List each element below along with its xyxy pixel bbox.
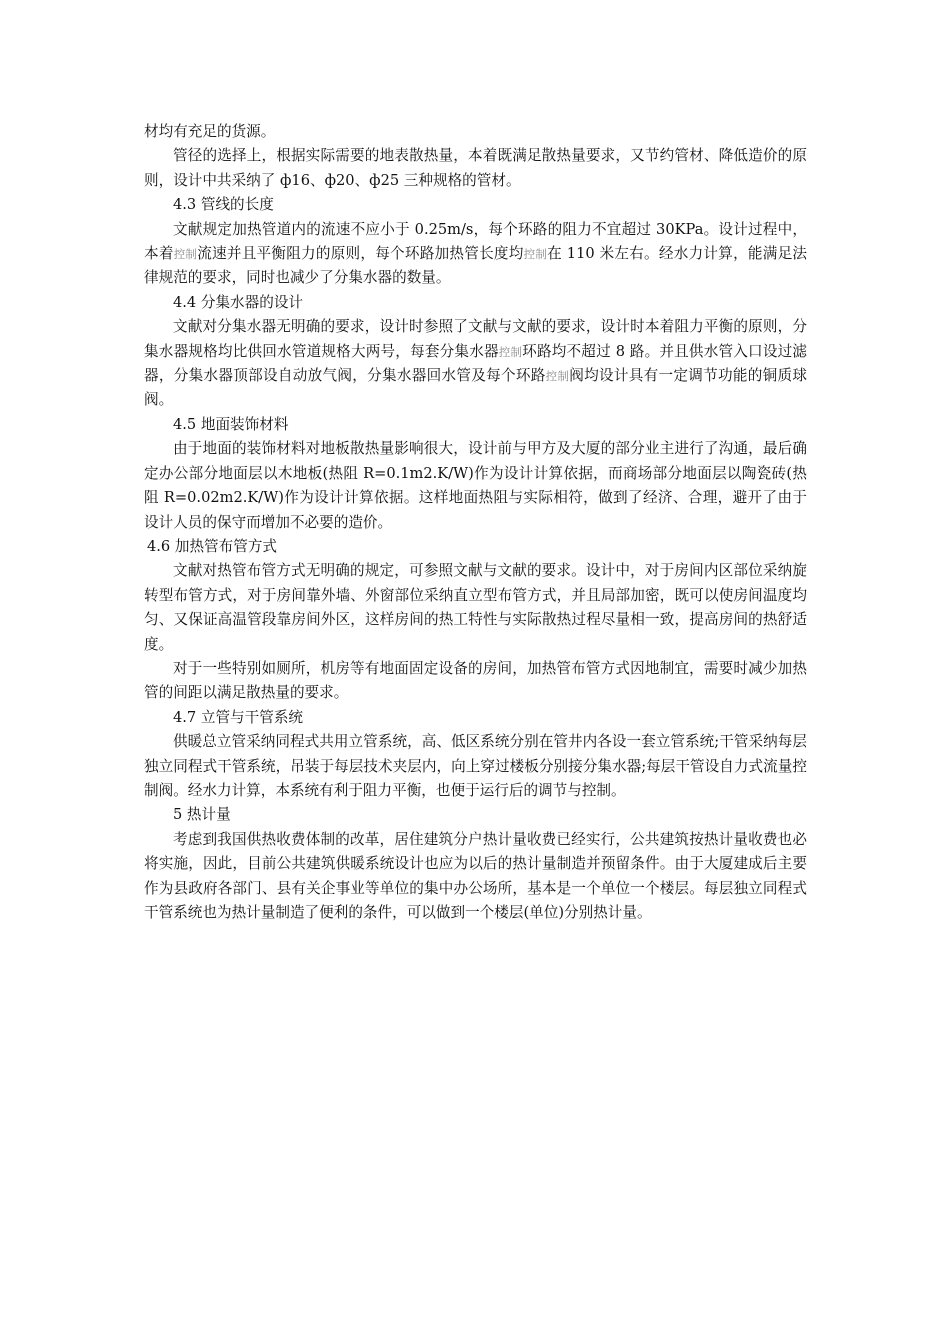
control-annotation: 控制 bbox=[173, 247, 198, 262]
heading-4-4: 4.4 分集水器的设计 bbox=[173, 293, 304, 311]
heading-4-3: 4.3 管线的长度 bbox=[173, 196, 274, 214]
paragraph-riser-system: 供暖总立管采纳同程式共用立管系统，高、低区系统分别在管井内各设一套立管系统;干管采纳每层独立同程式干管系统，吊装于每层技术夹层内，向上穿过楼板分别接分集水器;每层干管设自力式流量控制阀。经水力计算，本系统有利于阻力平衡，也便于运行后的调节与控制。 bbox=[144, 733, 807, 799]
control-annotation: 控制 bbox=[545, 369, 570, 384]
paragraph-pipe-size: 管径的选择上，根据实际需要的地表散热量，本着既满足散热量要求，又节约管材、降低造价的原则，设计中共采纳了 ф16、ф20、ф25 三种规格的管材。 bbox=[144, 147, 807, 189]
heading-4-6: 4.6 加热管布管方式 bbox=[147, 537, 278, 555]
control-annotation: 控制 bbox=[523, 247, 548, 262]
paragraph-pipe-layout-special: 对于一些特别如厕所，机房等有地面固定设备的房间，加热管布管方式因地制宜，需要时减少加热管的间距以满足散热量的要求。 bbox=[144, 659, 807, 702]
paragraph-heat-metering: 考虑到我国供热收费体制的改革，居住建筑分户热计量收费已经实行，公共建筑按热计量收费也必将实施，因此，目前公共建筑供暖系统设计也应为以后的热计量制造并预留条件。由于大厦建成后主要作为县政府各部门、县有关企事业等单位的集中办公场所，基本是一个单位一个楼层。每层独立同程式干管系统也为热计量制造了便利的条件，可以做到一个楼层(单位)分别热计量。 bbox=[144, 830, 807, 921]
control-annotation: 控制 bbox=[498, 344, 523, 359]
text-segment: 在 110 米左右。经水力计算，能满足法律规范的要求，同时也减少了分集水器的数量。 bbox=[144, 245, 808, 287]
paragraph-manifold bbox=[144, 315, 807, 413]
text-segment: 流速并且平衡阻力的原则，每个环路加热管长度均 bbox=[197, 245, 524, 263]
text-segment: 文献规定加热管道内的流速不应小于 0.25m/s，每个环路的阻力不宜超过 30KPa。设计过程中，本着 bbox=[144, 220, 807, 263]
paragraph-pipe-length bbox=[144, 218, 807, 291]
heading-4-5: 4.5 地面装饰材料 bbox=[173, 415, 289, 433]
paragraph-floor-material: 由于地面的装饰材料对地板散热量影响很大，设计前与甲方及大厦的部分业主进行了沟通，最后确定办公部分地面层以木地板(热阻 R=0.1m2.K/W)作为设计计算依据，而商场部分地面层以陶瓷砖(热阻 R=0.02m2.K/W)作为设计计算依据。这样地面热阻与实际相符，做到了经济、合理，避开了由于设计人员的保守而增加不必要的造价。 bbox=[144, 440, 807, 531]
paragraph-continuation: 材均有充足的货源。 bbox=[144, 123, 276, 140]
text-segment: 文献对分集水器无明确的要求，设计时参照了文献与文献的要求，设计时本着阻力平衡的原则，分集水器规格均比供回水管道规格大两号，每套分集水器 bbox=[144, 318, 807, 360]
document-page bbox=[144, 120, 807, 925]
heading-4-7: 4.7 立管与干管系统 bbox=[173, 708, 304, 726]
text-segment: 环路均不超过 8 路。并且供水管入口设过滤器，分集水器顶部设自动放气阀，分集水器回水管及每个环路 bbox=[144, 342, 807, 385]
heading-5: 5 热计量 bbox=[173, 806, 231, 824]
text-segment: 阀均设计具有一定调节功能的铜质球阀。 bbox=[144, 367, 807, 409]
paragraph-pipe-layout: 文献对热管布管方式无明确的规定，可参照文献与文献的要求。设计中，对于房间内区部位采纳旋转型布管方式，对于房间靠外墙、外窗部位采纳直立型布管方式，并且局部加密，既可以使房间温度均匀、又保证高温管段靠房间外区，这样房间的热工特性与实际散热过程尽量相一致，提高房间的热舒适度。 bbox=[144, 562, 807, 653]
